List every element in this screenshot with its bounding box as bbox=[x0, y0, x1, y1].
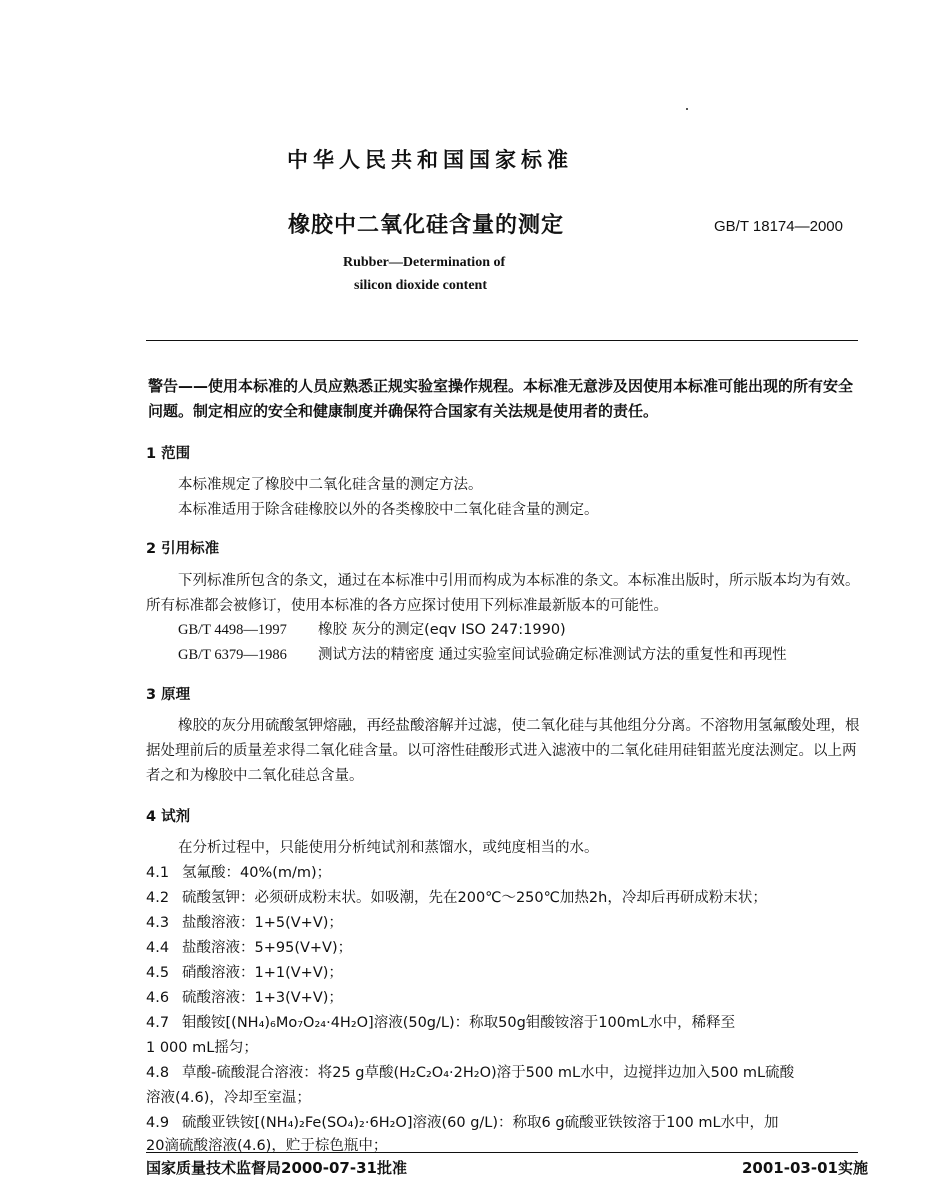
document-title-en-line1: Rubber—Determination of bbox=[343, 255, 506, 270]
reagent-item-4-6 bbox=[146, 986, 343, 1007]
reagent-item-4-3 bbox=[146, 911, 343, 932]
document-title-en-line2: silicon dioxide content bbox=[354, 278, 488, 293]
document-title-cn: 橡胶中二氧化硅含量的测定 bbox=[288, 213, 565, 238]
item-text: 硫酸氢钾：必须研成粉末状。如吸潮，先在200℃～250℃加热2h，冷却后再研成粉末状； bbox=[182, 890, 767, 906]
section-4-heading: 4 试剂 bbox=[146, 809, 191, 825]
reagent-item-4-9 bbox=[146, 1111, 779, 1132]
reagent-item-4-8-cont: 溶液(4.6)，冷却至室温； bbox=[146, 1090, 311, 1106]
standard-code: GB/T 18174—2000 bbox=[714, 218, 843, 235]
reagent-item-4-1 bbox=[146, 861, 331, 882]
reagent-item-4-7-cont: 1 000 mL摇匀； bbox=[146, 1040, 258, 1056]
item-text: 盐酸溶液：5+95(V+V)； bbox=[182, 940, 353, 956]
header-divider bbox=[146, 340, 858, 341]
reagent-item-4-4 bbox=[146, 936, 352, 957]
section-1-line-2: 本标准适用于除含硅橡胶以外的各类橡胶中二氧化硅含量的测定。 bbox=[178, 502, 599, 518]
reference-standard-2 bbox=[178, 643, 787, 664]
item-number: 4.3 bbox=[146, 915, 170, 931]
item-number: 4.2 bbox=[146, 890, 170, 906]
item-number: 4.6 bbox=[146, 990, 170, 1006]
item-text: 钼酸铵[(NH₄)₆Mo₇O₂₄·4H₂O]溶液(50g/L)：称取50g钼酸铵溶于100mL水中，稀释至 bbox=[182, 1015, 736, 1031]
section-2-intro: 下列标准所包含的条文，通过在本标准中引用而构成为本标准的条文。本标准出版时，所示版本均为有效。所有标准都会被修订，使用本标准的各方应探讨使用下列标准最新版本的可能性。 bbox=[146, 573, 860, 614]
reagent-item-4-7 bbox=[146, 1011, 735, 1032]
reagent-item-4-5 bbox=[146, 961, 343, 982]
section-3-text: 橡胶的灰分用硫酸氢钾熔融，再经盐酸溶解并过滤，使二氧化硅与其他组分分离。不溶物用氢氟酸处理，根据处理前后的质量差求得二氧化硅含量。以可溶性硅酸形式进入滤液中的二氧化硅用硅钼蓝光度法测定。以上两者之和为橡胶中二氧化硅总含量。 bbox=[146, 718, 860, 784]
reagent-item-4-9-cont: 20滴硫酸溶液(4.6)，贮于棕色瓶中； bbox=[146, 1138, 388, 1154]
reference-code: GB/T 6379—1986 bbox=[178, 647, 287, 663]
reference-code: GB/T 4498—1997 bbox=[178, 622, 287, 638]
item-number: 4.1 bbox=[146, 865, 170, 881]
warning-paragraph: 警告——使用本标准的人员应熟悉正规实验室操作规程。本标准无意涉及因使用本标准可能出现的所有安全问题。制定相应的安全和健康制度并确保符合国家有关法规是使用者的责任。 bbox=[148, 377, 854, 420]
item-number: 4.4 bbox=[146, 940, 170, 956]
effective-date: 2001-03-01实施 bbox=[742, 1159, 868, 1177]
item-text: 草酸-硫酸混合溶液：将25 g草酸(H₂C₂O₄·2H₂O)溶于500 mL水中，边搅拌边加入500 mL硫酸 bbox=[182, 1065, 795, 1081]
reagent-item-4-8 bbox=[146, 1061, 794, 1082]
item-text: 盐酸溶液：1+5(V+V)； bbox=[182, 915, 343, 931]
national-standard-heading: 中华人民共和国国家标准 bbox=[287, 148, 573, 172]
section-4-intro: 在分析过程中，只能使用分析纯试剂和蒸馏水，或纯度相当的水。 bbox=[178, 840, 599, 856]
section-2-heading: 2 引用标准 bbox=[146, 541, 220, 557]
section-1-heading: 1 范围 bbox=[146, 446, 191, 462]
section-3-heading: 3 原理 bbox=[146, 687, 191, 703]
item-number: 4.7 bbox=[146, 1015, 170, 1031]
item-text: 氢氟酸：40%(m/m)； bbox=[182, 865, 332, 881]
section-1-line-1: 本标准规定了橡胶中二氧化硅含量的测定方法。 bbox=[178, 477, 483, 493]
reference-standard-1 bbox=[178, 618, 566, 639]
scan-speck bbox=[686, 108, 688, 110]
reagent-item-4-2 bbox=[146, 886, 767, 907]
approval-line: 国家质量技术监督局2000-07-31批准 bbox=[146, 1159, 407, 1177]
item-text: 硫酸溶液：1+3(V+V)； bbox=[182, 990, 343, 1006]
reference-title: 橡胶 灰分的测定(eqv ISO 247:1990) bbox=[318, 622, 566, 638]
reference-title: 测试方法的精密度 通过实验室间试验确定标准测试方法的重复性和再现性 bbox=[318, 647, 787, 663]
item-number: 4.5 bbox=[146, 965, 170, 981]
item-text: 硫酸亚铁铵[(NH₄)₂Fe(SO₄)₂·6H₂O]溶液(60 g/L)：称取6 g硫酸亚铁铵溶于100 mL水中，加 bbox=[182, 1115, 779, 1131]
footer-divider bbox=[146, 1152, 858, 1153]
item-number: 4.8 bbox=[146, 1065, 170, 1081]
item-number: 4.9 bbox=[146, 1115, 170, 1131]
item-text: 硝酸溶液：1+1(V+V)； bbox=[182, 965, 343, 981]
